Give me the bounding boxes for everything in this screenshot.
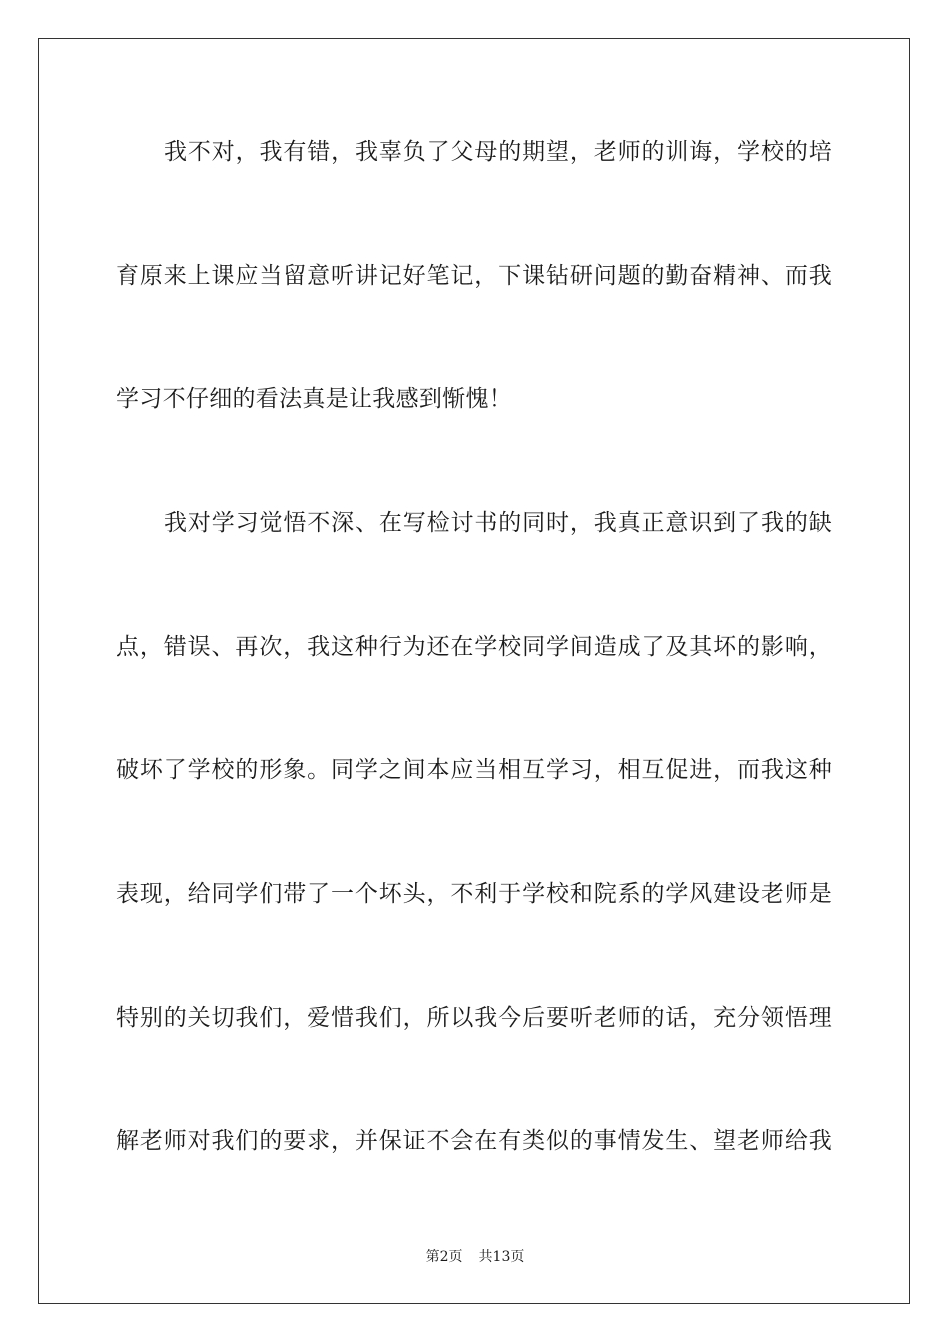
paragraph-2-line-2: 点，错误、再次，我这种行为还在学校同学间造成了及其坏的影响， <box>116 634 832 660</box>
paragraph-2-line-3: 破坏了学校的形象。同学之间本应当相互学习，相互促进，而我这种 <box>116 757 832 783</box>
paragraph-2-line-6: 解老师对我们的要求，并保证不会在有类似的事情发生、望老师给我 <box>116 1128 832 1154</box>
paragraph-2-line-5: 特别的关切我们，爱惜我们，所以我今后要听老师的话，充分领悟理 <box>116 1005 832 1031</box>
paragraph-2-line-4: 表现，给同学们带了一个坏头，不利于学校和院系的学风建设老师是 <box>116 881 832 907</box>
page-total: 共13页 <box>478 1249 525 1265</box>
paragraph-1-line-2: 育原来上课应当留意听讲记好笔记，下课钻研问题的勤奋精神、而我 <box>116 263 832 289</box>
paragraph-2-line-1: 我对学习觉悟不深、在写检讨书的同时，我真正意识到了我的缺 <box>164 510 832 536</box>
paragraph-1-line-1: 我不对，我有错，我辜负了父母的期望，老师的训诲，学校的培 <box>164 139 832 165</box>
page-border <box>38 38 910 1304</box>
page-number: 第2页 <box>425 1249 463 1265</box>
page-footer <box>0 1248 950 1266</box>
paragraph-1-line-3: 学习不仔细的看法真是让我感到惭愧！ <box>116 386 513 412</box>
